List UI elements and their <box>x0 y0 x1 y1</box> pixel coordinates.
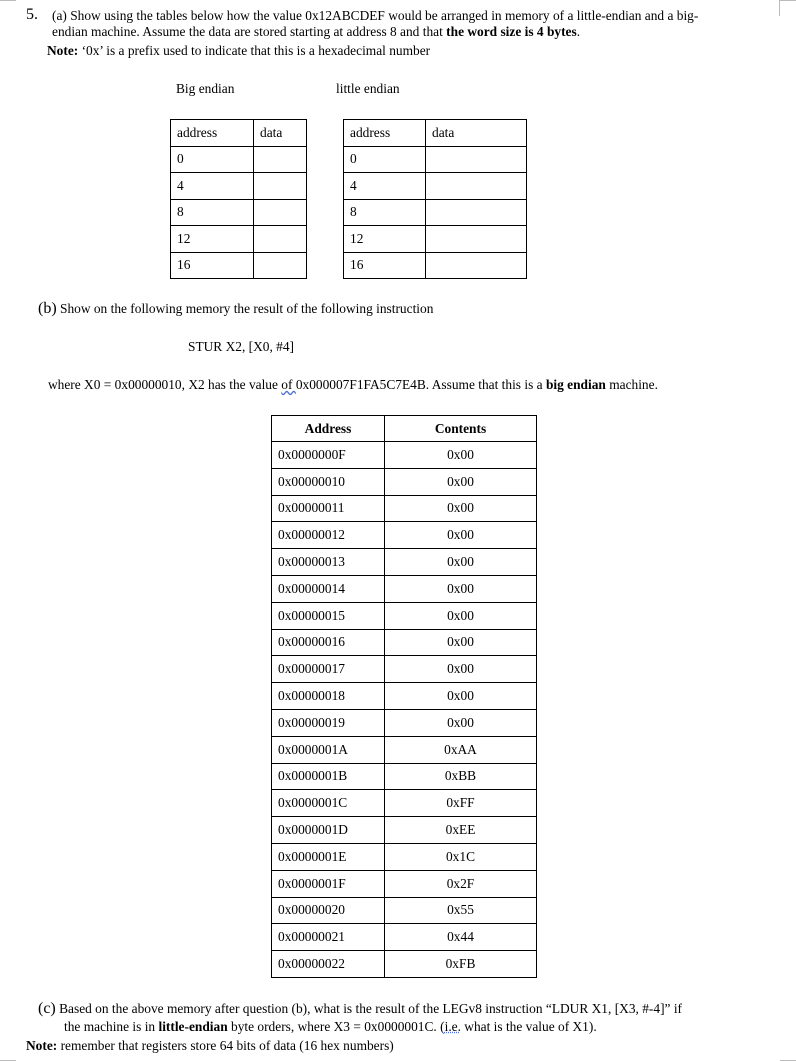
memory-address-cell: 0x00000014 <box>272 575 385 602</box>
data-cell[interactable] <box>426 199 527 226</box>
memory-address-cell: 0x00000015 <box>272 602 385 629</box>
data-cell[interactable] <box>254 146 307 173</box>
table-row <box>344 146 527 173</box>
question-c-text-2: the machine is in <box>64 1019 159 1034</box>
data-cell[interactable] <box>426 173 527 200</box>
table-header-row <box>171 120 307 147</box>
question-a-note <box>47 43 430 59</box>
table-row <box>272 442 537 469</box>
memory-address-cell: 0x0000001E <box>272 843 385 870</box>
memory-address-cell: 0x0000000F <box>272 442 385 469</box>
table-row <box>344 226 527 253</box>
question-number: 5. <box>26 6 38 23</box>
address-cell: 0 <box>171 146 254 173</box>
big-endian-table <box>170 119 307 279</box>
memory-contents-cell[interactable]: 0x00 <box>385 709 537 736</box>
memory-contents-cell[interactable]: 0xFB <box>385 951 537 978</box>
big-endian-emphasis: big endian <box>545 377 606 392</box>
data-cell[interactable] <box>426 252 527 279</box>
question-c-label: (c) <box>38 1000 56 1017</box>
memory-address-cell: 0x00000022 <box>272 951 385 978</box>
memory-address-cell: 0x00000018 <box>272 683 385 710</box>
table-row <box>272 495 537 522</box>
page-corner-mark <box>779 0 780 16</box>
memory-contents-cell[interactable]: 0x00 <box>385 602 537 629</box>
memory-contents-cell[interactable]: 0x2F <box>385 870 537 897</box>
memory-address-cell: 0x00000016 <box>272 629 385 656</box>
memory-contents-cell[interactable]: 0x1C <box>385 843 537 870</box>
data-cell[interactable] <box>426 146 527 173</box>
table-row <box>272 683 537 710</box>
table-row <box>171 226 307 253</box>
memory-contents-cell[interactable]: 0x00 <box>385 629 537 656</box>
memory-address-cell: 0x00000017 <box>272 656 385 683</box>
table-row <box>344 199 527 226</box>
data-cell[interactable] <box>254 173 307 200</box>
question-a-line1: (a) Show using the tables below how the value 0x12ABCDEF would be arranged in memory of a little-endian and a big- <box>52 8 699 23</box>
memory-address-cell: 0x00000010 <box>272 468 385 495</box>
address-cell: 8 <box>171 199 254 226</box>
where-text: where X0 = 0x00000010, X2 has the value <box>48 377 282 392</box>
memory-contents-cell[interactable]: 0xEE <box>385 817 537 844</box>
little-endian-emphasis: little-endian <box>158 1019 228 1034</box>
table-row <box>272 709 537 736</box>
data-cell[interactable] <box>426 226 527 253</box>
address-cell: 4 <box>171 173 254 200</box>
memory-address-cell: 0x00000013 <box>272 549 385 576</box>
table-row <box>272 790 537 817</box>
memory-address-cell: 0x0000001C <box>272 790 385 817</box>
question-a-text: endian machine. Assume the data are stored starting at address 8 and that <box>52 24 447 39</box>
address-cell: 16 <box>344 252 426 279</box>
table-row <box>272 843 537 870</box>
memory-contents-cell[interactable]: 0xBB <box>385 763 537 790</box>
memory-address-cell: 0x0000001D <box>272 817 385 844</box>
big-endian-title: Big endian <box>176 81 235 96</box>
memory-contents-cell[interactable]: 0x00 <box>385 549 537 576</box>
table-row <box>272 736 537 763</box>
table-row <box>272 629 537 656</box>
memory-table-body <box>272 442 537 978</box>
table-row <box>272 817 537 844</box>
word-size-emphasis: the word size is 4 bytes <box>446 24 577 39</box>
address-cell: 12 <box>171 226 254 253</box>
column-header-data: data <box>426 120 527 147</box>
where-text-end: machine. <box>605 377 658 392</box>
data-cell[interactable] <box>254 252 307 279</box>
table-row <box>272 951 537 978</box>
memory-address-cell: 0x00000020 <box>272 897 385 924</box>
column-header-address: Address <box>272 416 385 442</box>
column-header-address: address <box>344 120 426 147</box>
memory-contents-cell[interactable]: 0x00 <box>385 575 537 602</box>
memory-address-cell: 0x00000012 <box>272 522 385 549</box>
x2-value: 0x000007F1FA5C7E4B <box>295 377 426 392</box>
little-endian-table <box>343 119 527 279</box>
question-c-text: Based on the above memory after question (b), what is the result of the LEGv8 instruction “LDUR X1, [X3, #-4]” if <box>55 1001 682 1016</box>
where-text-mid: . Assume that this is a <box>425 377 546 392</box>
table-row <box>272 763 537 790</box>
note-text: remember that registers store 64 bits of data (16 hex numbers) <box>57 1038 394 1053</box>
question-a-period: . <box>576 24 581 39</box>
question-c-text-3: byte orders, where X3 = 0x0000001C. ( <box>227 1019 445 1034</box>
table-row <box>171 252 307 279</box>
question-c-line1 <box>38 1000 682 1018</box>
data-cell[interactable] <box>254 226 307 253</box>
table-row <box>272 468 537 495</box>
where-of: of <box>281 377 296 392</box>
page-corner-mark <box>0 0 16 1</box>
memory-contents-cell[interactable]: 0x00 <box>385 495 537 522</box>
question-a-line2 <box>52 24 580 40</box>
question-c-text-4: what is the value of X1). <box>460 1019 597 1034</box>
question-b-text: Show on the following memory the result of the following instruction <box>56 301 434 316</box>
table-row <box>272 870 537 897</box>
table-row <box>344 252 527 279</box>
memory-contents-cell[interactable]: 0x00 <box>385 442 537 469</box>
table-row <box>171 173 307 200</box>
memory-table <box>271 415 537 978</box>
question-c-note <box>26 1038 394 1054</box>
memory-contents-cell[interactable]: 0x44 <box>385 924 537 951</box>
table-row <box>344 173 527 200</box>
memory-contents-cell[interactable]: 0x00 <box>385 522 537 549</box>
address-cell: 0 <box>344 146 426 173</box>
table-row <box>272 522 537 549</box>
memory-contents-cell[interactable]: 0x00 <box>385 468 537 495</box>
instruction-text: STUR X2, [X0, #4] <box>188 339 295 354</box>
table-row <box>272 575 537 602</box>
table-row <box>272 924 537 951</box>
memory-contents-cell[interactable]: 0x00 <box>385 656 537 683</box>
memory-address-cell: 0x00000011 <box>272 495 385 522</box>
memory-contents-cell[interactable]: 0xFF <box>385 790 537 817</box>
memory-contents-cell[interactable]: 0x55 <box>385 897 537 924</box>
table-row <box>171 199 307 226</box>
address-cell: 16 <box>171 252 254 279</box>
address-cell: 12 <box>344 226 426 253</box>
column-header-contents: Contents <box>385 416 537 442</box>
table-header-row <box>272 416 537 442</box>
ie-abbrev: i.e. <box>444 1019 461 1034</box>
table-row <box>272 897 537 924</box>
address-cell: 4 <box>344 173 426 200</box>
question-b-where <box>48 377 658 393</box>
table-row <box>272 549 537 576</box>
memory-address-cell: 0x00000021 <box>272 924 385 951</box>
memory-contents-cell[interactable]: 0xAA <box>385 736 537 763</box>
table-row <box>171 146 307 173</box>
note-label: Note: <box>47 43 79 58</box>
memory-contents-cell[interactable]: 0x00 <box>385 683 537 710</box>
note-text: ‘0x’ is a prefix used to indicate that this is a hexadecimal number <box>78 43 431 58</box>
table-row <box>272 656 537 683</box>
note-label: Note: <box>26 1038 58 1053</box>
question-c-line2 <box>64 1019 597 1035</box>
memory-address-cell: 0x0000001A <box>272 736 385 763</box>
question-b-label: (b) <box>38 300 57 317</box>
column-header-address: address <box>171 120 254 147</box>
memory-address-cell: 0x00000019 <box>272 709 385 736</box>
question-b <box>38 300 433 318</box>
memory-address-cell: 0x0000001B <box>272 763 385 790</box>
memory-address-cell: 0x0000001F <box>272 870 385 897</box>
table-row <box>272 602 537 629</box>
column-header-data: data <box>254 120 307 147</box>
little-endian-title: little endian <box>336 81 400 96</box>
table-header-row <box>344 120 527 147</box>
data-cell[interactable] <box>254 199 307 226</box>
address-cell: 8 <box>344 199 426 226</box>
page-corner-mark <box>780 0 796 1</box>
